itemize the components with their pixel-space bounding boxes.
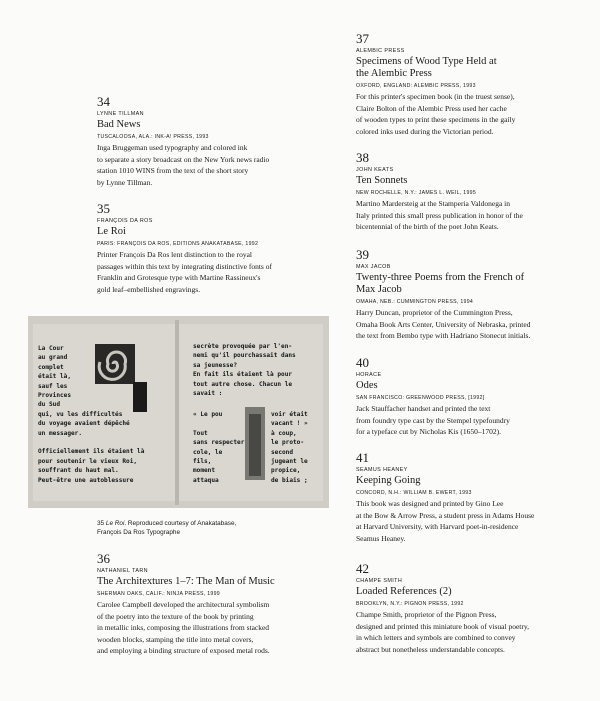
- left-page-text: La Cour au grand complet était là, sauf les Provinces du Sud qui, vu les difficultés du voyage avaient dépêché un messager. Officiellement ils étaient là pour soutenir le vieux Roi, souffrant du haut mal. Peut-être une autoblessure: [38, 345, 145, 484]
- right-page-right-text: voir était vacant ! » à coup, le proto- second jugeant le propice, de biais ;: [271, 411, 308, 484]
- entry-author: JOHN KEATS: [356, 167, 394, 173]
- entry-publisher: BROOKLYN, N.Y.: PIGNON PRESS, 1992: [356, 601, 464, 607]
- book-spread-photo: [28, 316, 329, 508]
- entry-number: 39: [356, 247, 369, 262]
- entry-title: Odes: [356, 380, 378, 391]
- entry-description: Inga Bruggeman used typography and colored ink to separate a story broadcast on the New York news radio station 1010 WINS from the text of the short story by Lynne Tillman.: [97, 143, 270, 187]
- entry-number: 35: [97, 201, 110, 216]
- entry-author: CHAMPE SMITH: [356, 578, 403, 584]
- entry-number: 38: [356, 150, 369, 165]
- entry-author: FRANÇOIS DA ROS: [97, 218, 153, 224]
- entry-number: 42: [356, 561, 369, 576]
- entry-title: Specimens of Wood Type Held at the Alembic Press: [356, 56, 497, 79]
- entry-description: Martino Mardersteig at the Stamperia Valdonega in Italy printed this small press publication in honor of the bicentennial of the birth of the poet John Keats.: [356, 199, 523, 232]
- entry-40: [356, 356, 586, 438]
- entry-number: 40: [356, 355, 369, 370]
- entry-number: 41: [356, 450, 369, 465]
- book-right-page: [179, 324, 323, 501]
- entry-publisher: OMAHA, NEB.: CUMMINGTON PRESS, 1994: [356, 299, 474, 305]
- entry-description: Jack Stauffacher handset and printed the text from foundry type cast by the Stempel typefoundry for a typeface cut by Nicholas Kis (1650–1702).: [356, 404, 510, 437]
- entry-title: Le Roi: [97, 226, 126, 237]
- entry-37: [356, 32, 586, 137]
- entry-publisher: SHERMAN OAKS, CALIF.: NINJA PRESS, 1999: [97, 591, 220, 597]
- entry-39: [356, 248, 586, 342]
- entry-41: [356, 451, 586, 544]
- entry-description: For this printer's specimen book (in the truest sense), Claire Bolton of the Alembic Press used her cache of wooden types to print these specimens in the gaily colored inks used during the Victorian period.: [356, 92, 516, 136]
- entry-author: SEAMUS HEANEY: [356, 467, 408, 473]
- entry-publisher: NEW ROCHELLE, N.Y.: JAMES L. WEIL, 1995: [356, 190, 476, 196]
- figure-caption: 35 Le Roi. Reproduced courtesy of Anakatabase, François Da Ros Typographe: [97, 520, 237, 536]
- entry-title: Loaded References (2): [356, 586, 452, 597]
- entry-description: Harry Duncan, proprietor of the Cummington Press, Omaha Book Arts Center, University of Nebraska, printed the text from Bembo type with Hadriano Stonecut initials.: [356, 308, 531, 341]
- right-page-left-text: « Le pou Tout sans respecter cole, le fils, moment attaqua: [193, 411, 245, 484]
- entry-publisher: PARIS: FRANÇOIS DA ROS, EDITIONS ANAKATABASE, 1992: [97, 241, 259, 247]
- entry-description: Carolee Campbell developed the architectural symbolism of the poetry into the texture of the book by printing in metallic inks, composing the illustrations from stacked wooden blocks, stamping the title into metal covers, and employing a binding structure of exposed metal rods.: [97, 600, 270, 656]
- entry-35: [97, 202, 329, 295]
- entry-38: [356, 151, 586, 233]
- entry-title: The Architextures 1–7: The Man of Music: [97, 576, 275, 587]
- gold-leaf-pillar-inner: [249, 414, 261, 476]
- entry-author: ALEMBIC PRESS: [356, 48, 405, 54]
- entry-description: This book was designed and printed by Gino Lee at the Bow & Arrow Press, a student press in Adams House at Harvard University, with Harvard poet-in-residence Seamus Heaney.: [356, 499, 535, 543]
- entry-author: LYNNE TILLMAN: [97, 111, 144, 117]
- entry-author: MAX JACOB: [356, 264, 391, 270]
- entry-publisher: OXFORD, ENGLAND: ALEMBIC PRESS, 1993: [356, 83, 476, 89]
- right-page-top-text: secrète provoquée par l'en- nemi qu'il pourchassait dans sa jeunesse? En fait ils étaient là pour tout autre chose. Chacun le savait :: [193, 343, 296, 398]
- entry-description: Printer François Da Ros lent distinction to the royal passages within this text by integrating distinctive fonts of Franklin and Grotesque type with Martine Rassineux's gold leaf–embellished engravings.: [97, 250, 272, 294]
- entry-description: Champe Smith, proprietor of the Pignon Press, designed and printed this miniature book of visual poetry, in which letters and symbols are combined to convey abstract but nonetheless understandable concepts.: [356, 610, 530, 654]
- entry-number: 34: [97, 94, 110, 109]
- entry-34: [97, 95, 329, 188]
- entry-title: Keeping Going: [356, 475, 421, 486]
- book-left-page: [33, 324, 175, 501]
- entry-publisher: SAN FRANCISCO: GREENWOOD PRESS, [1992]: [356, 395, 485, 401]
- entry-42: [356, 562, 586, 655]
- entry-number: 37: [356, 31, 369, 46]
- entry-36: [97, 552, 329, 657]
- entry-author: NATHANIEL TARN: [97, 568, 148, 574]
- entry-title: Twenty-three Poems from the French of Max Jacob: [356, 272, 525, 295]
- entry-title: Ten Sonnets: [356, 175, 408, 186]
- entry-publisher: CONCORD, N.H.: WILLIAM B. EWERT, 1993: [356, 490, 472, 496]
- entry-publisher: TUSCALOOSA, ALA.: INK-A! PRESS, 1993: [97, 134, 209, 140]
- entry-title: Bad News: [97, 119, 141, 130]
- entry-author: HORACE: [356, 372, 382, 378]
- entry-number: 36: [97, 551, 110, 566]
